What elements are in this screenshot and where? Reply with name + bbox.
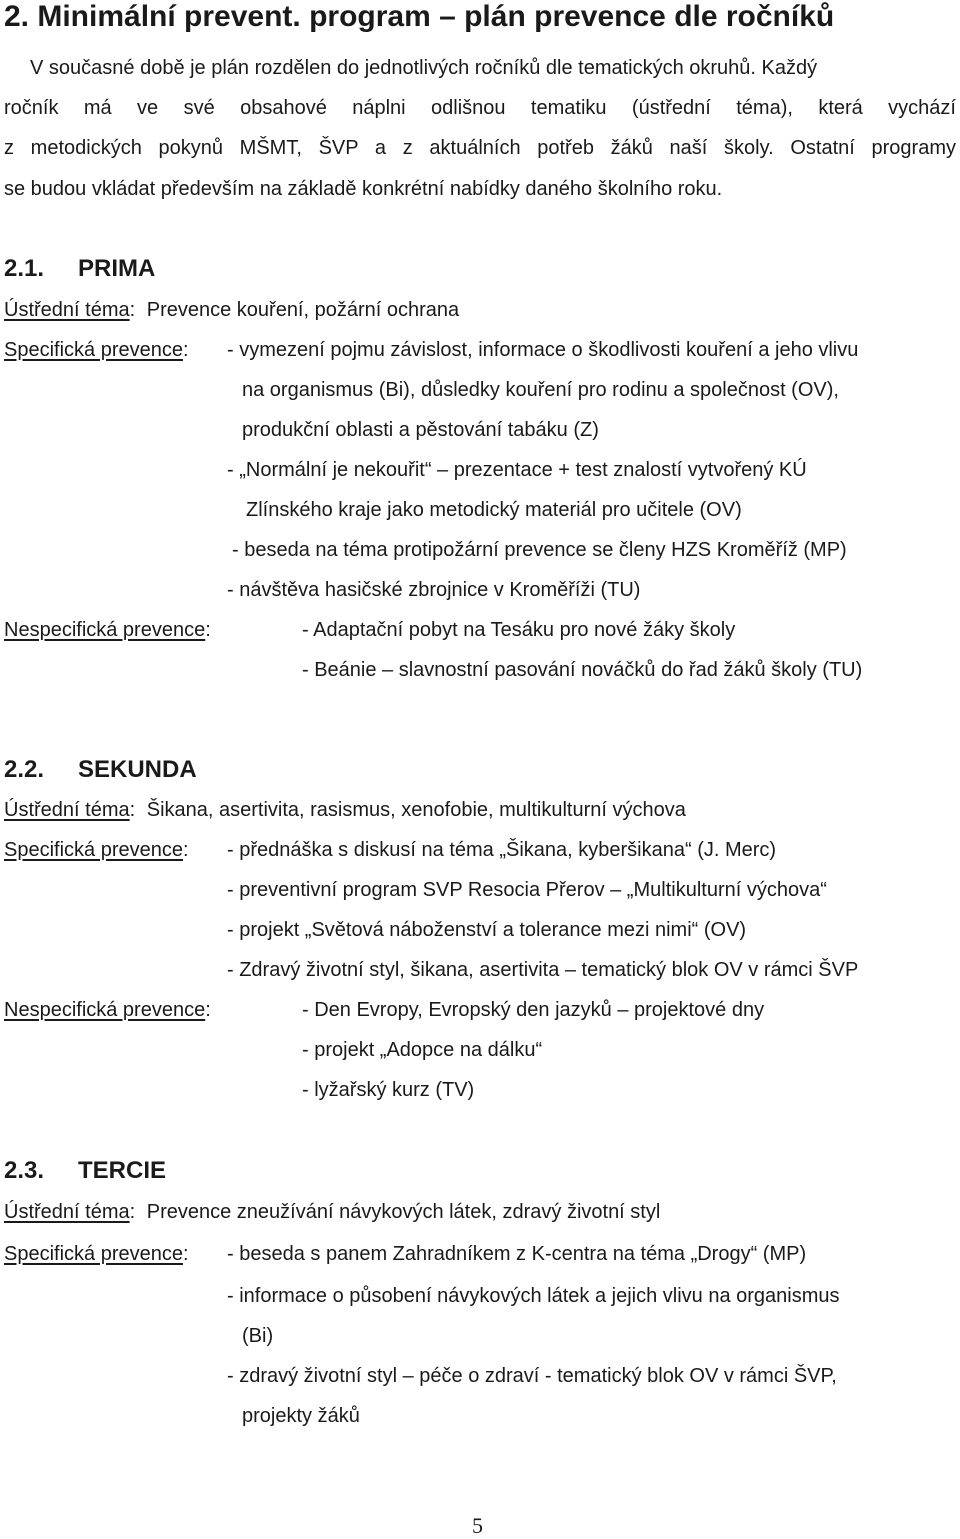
specific-prevention-label: Specifická prevence — [4, 1243, 183, 1265]
section-name: PRIMA — [78, 255, 156, 282]
section-number: 2.2. — [4, 756, 45, 783]
specific-item: (Bi) — [242, 1325, 274, 1347]
specific-item: - „Normální je nekouřit“ – prezentace + test znalostí vytvořený KÚ — [227, 459, 807, 481]
nonspecific-item: - Adaptační pobyt na Tesáku pro nové žáky školy — [302, 619, 736, 641]
section-number: 2.3. — [4, 1157, 45, 1184]
label-colon: : — [182, 1243, 189, 1265]
section-heading-tercie — [4, 1157, 166, 1185]
specific-label-row — [4, 339, 189, 361]
specific-item: - preventivní program SVP Resocia Přerov – „Multikulturní výchova“ — [227, 879, 827, 901]
intro-line: z metodických pokynů MŠMT, ŠVP a z aktuálních potřeb žáků naší školy. Ostatní programy — [4, 137, 956, 159]
section-name: SEKUNDA — [78, 756, 197, 783]
intro-line: V současné době je plán rozdělen do jednotlivých ročníků dle tematických okruhů. Každý — [30, 57, 818, 79]
central-theme-value: Prevence zneužívání návykových látek, zdravý životní styl — [146, 1201, 661, 1223]
nonspecific-label-row — [4, 619, 211, 641]
central-theme-row — [4, 299, 459, 321]
label-colon: : — [129, 1201, 136, 1223]
specific-item: - informace o působení návykových látek a jejich vlivu na organismus — [227, 1285, 840, 1307]
section-number: 2.1. — [4, 255, 45, 282]
specific-item: - zdravý životní styl – péče o zdraví - tematický blok OV v rámci ŠVP, — [227, 1365, 837, 1387]
specific-label-row — [4, 1243, 189, 1265]
central-theme-row — [4, 799, 686, 821]
section-heading-prima — [4, 255, 155, 283]
specific-item: - přednáška s diskusí na téma „Šikana, kyberšikana“ (J. Merc) — [227, 839, 777, 861]
nonspecific-item: - Beánie – slavnostní pasování nováčků do řad žáků školy (TU) — [302, 659, 863, 681]
label-colon: : — [205, 999, 211, 1021]
specific-item: - projekt „Světová náboženství a tolerance mezi nimi“ (OV) — [227, 919, 747, 941]
central-theme-label: Ústřední téma — [4, 1201, 130, 1223]
specific-item: projekty žáků — [242, 1405, 360, 1427]
specific-item: - návštěva hasičské zbrojnice v Kroměříži (TU) — [227, 579, 641, 601]
specific-item: - Zdravý životní styl, šikana, asertivita – tematický blok OV v rámci ŠVP — [227, 959, 859, 981]
label-colon: : — [129, 799, 136, 821]
specific-prevention-label: Specifická prevence — [4, 839, 183, 861]
nonspecific-prevention-label: Nespecifická prevence — [4, 999, 206, 1021]
specific-item: - beseda na téma protipožární prevence se členy HZS Kroměříž (MP) — [232, 539, 847, 561]
label-colon: : — [182, 339, 189, 361]
specific-label-row — [4, 839, 189, 861]
intro-line: se budou vkládat především na základě konkrétní nabídky daného školního roku. — [4, 178, 723, 200]
label-colon: : — [182, 839, 189, 861]
specific-item: - beseda s panem Zahradníkem z K-centra na téma „Drogy“ (MP) — [227, 1243, 807, 1265]
nonspecific-item: - projekt „Adopce na dálku“ — [302, 1039, 543, 1061]
section-name: TERCIE — [78, 1157, 167, 1184]
page-title: 2. Minimální prevent. program – plán prevence dle ročníků — [4, 0, 835, 33]
central-theme-label: Ústřední téma — [4, 299, 130, 321]
section-heading-sekunda — [4, 756, 197, 784]
specific-item: produkční oblasti a pěstování tabáku (Z) — [242, 419, 599, 441]
specific-item: Zlínského kraje jako metodický materiál pro učitele (OV) — [246, 499, 742, 521]
central-theme-row — [4, 1201, 660, 1223]
central-theme-label: Ústřední téma — [4, 799, 130, 821]
central-theme-value: Prevence kouření, požární ochrana — [146, 299, 460, 321]
page-number: 5 — [472, 1513, 483, 1538]
label-colon: : — [205, 619, 211, 641]
central-theme-value: Šikana, asertivita, rasismus, xenofobie, multikulturní výchova — [146, 799, 686, 821]
label-colon: : — [129, 299, 136, 321]
nonspecific-item: - lyžařský kurz (TV) — [302, 1079, 475, 1101]
nonspecific-label-row — [4, 999, 211, 1021]
specific-item: - vymezení pojmu závislost, informace o škodlivosti kouření a jeho vlivu — [227, 339, 859, 361]
intro-line: ročník má ve své obsahové náplni odlišnou tematiku (ústřední téma), která vychází — [4, 97, 956, 119]
nonspecific-item: - Den Evropy, Evropský den jazyků – projektové dny — [302, 999, 765, 1021]
specific-item: na organismus (Bi), důsledky kouření pro rodinu a společnost (OV), — [242, 379, 839, 401]
specific-prevention-label: Specifická prevence — [4, 339, 183, 361]
nonspecific-prevention-label: Nespecifická prevence — [4, 619, 206, 641]
